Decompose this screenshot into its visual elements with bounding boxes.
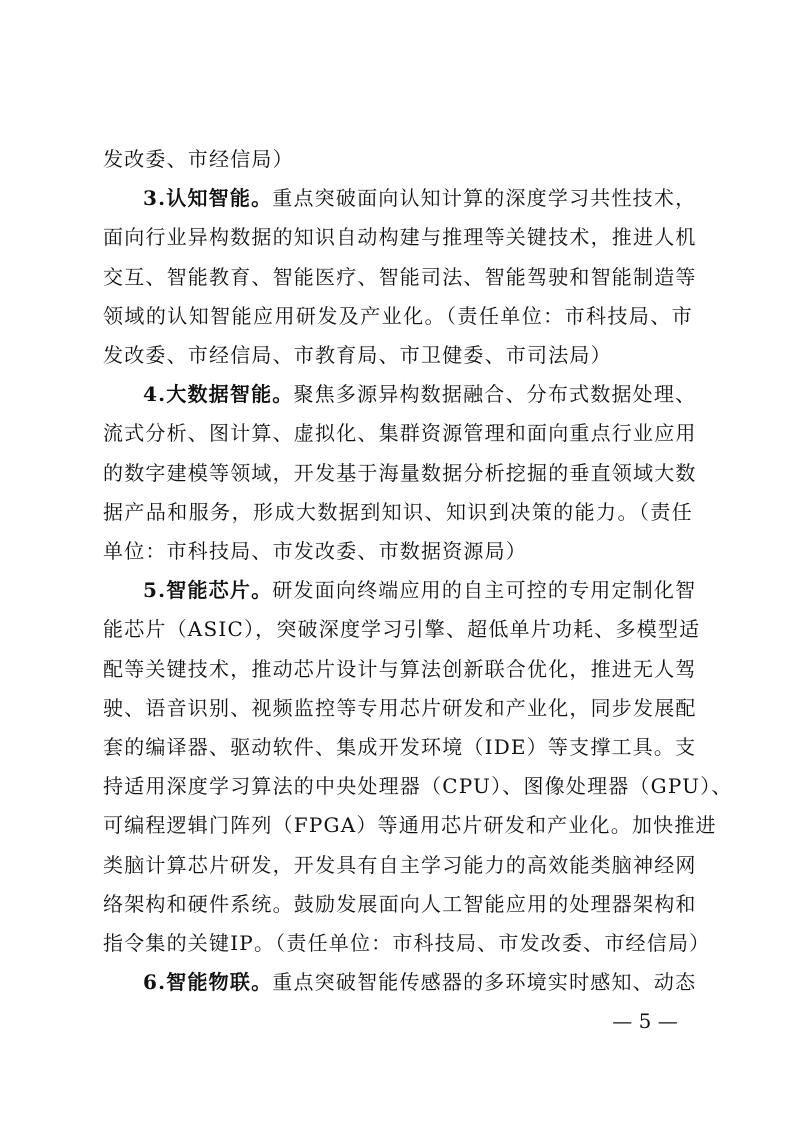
text-line: 驶、语音识别、视频监控等专用芯片研发和产业化，同步发展配 — [103, 695, 697, 720]
text-line — [143, 963, 697, 1001]
text-line: 络架构和硬件系统。鼓励发展面向人工智能应用的处理器架构和 — [103, 891, 697, 916]
text-line — [143, 375, 697, 413]
text-line: 持适用深度学习算法的中央处理器（CPU）、图像处理器（GPU）、 — [103, 774, 733, 799]
text-line: 能芯片（ASIC），突破深度学习引擎、超低单片功耗、多模型适 — [103, 617, 701, 642]
text-line: 类脑计算芯片研发，开发具有自主学习能力的高效能类脑神经网 — [103, 852, 697, 877]
text-line: 领域的认知智能应用研发及产业化。（责任单位：市科技局、市 — [103, 303, 693, 328]
text-line: 可编程逻辑门阵列（FPGA）等通用芯片研发和产业化。加快推进 — [103, 813, 717, 838]
section-heading: 3.认知智能。 — [143, 186, 273, 211]
section-heading: 5.智能芯片。 — [143, 578, 273, 603]
section-heading: 6.智能物联。 — [143, 970, 273, 995]
text-line: 配等关键技术，推动芯片设计与算法创新联合优化，推进无人驾 — [103, 656, 697, 681]
section-text: 重点突破智能传感器的多环境实时感知、动态 — [272, 970, 697, 995]
text-line — [143, 179, 697, 217]
text-line: 交互、智能教育、智能医疗、智能司法、智能驾驶和智能制造等 — [103, 264, 697, 289]
text-line: 的数字建模等领域，开发基于海量数据分析挖掘的垂直领域大数 — [103, 460, 697, 485]
page-number: — 5 — — [612, 1009, 678, 1033]
text-line: 单位：市科技局、市发改委、市数据资源局） — [103, 539, 527, 563]
section-text: 聚焦多源异构数据融合、分布式数据处理、 — [293, 382, 697, 407]
text-line: 指令集的关键IP。（责任单位：市科技局、市发改委、市经信局） — [103, 931, 711, 955]
text-line: 套的编译器、驱动软件、集成开发环境（IDE）等支撑工具。支 — [103, 735, 697, 759]
text-line — [143, 571, 697, 609]
text-line: 据产品和服务，形成大数据到知识、知识到决策的能力。（责任 — [103, 499, 693, 524]
text-line: 面向行业异构数据的知识自动构建与推理等关键技术，推进人机 — [103, 225, 697, 250]
section-text: 重点突破面向认知计算的深度学习共性技术， — [272, 186, 697, 211]
section-text: 研发面向终端应用的自主可控的专用定制化智 — [272, 578, 697, 603]
text-line: 发改委、市经信局） — [103, 147, 294, 171]
text-line: 发改委、市经信局、市教育局、市卫健委、市司法局） — [103, 343, 612, 367]
text-line: 流式分析、图计算、虚拟化、集群资源管理和面向重点行业应用 — [103, 421, 697, 446]
section-heading: 4.大数据智能。 — [143, 382, 294, 407]
